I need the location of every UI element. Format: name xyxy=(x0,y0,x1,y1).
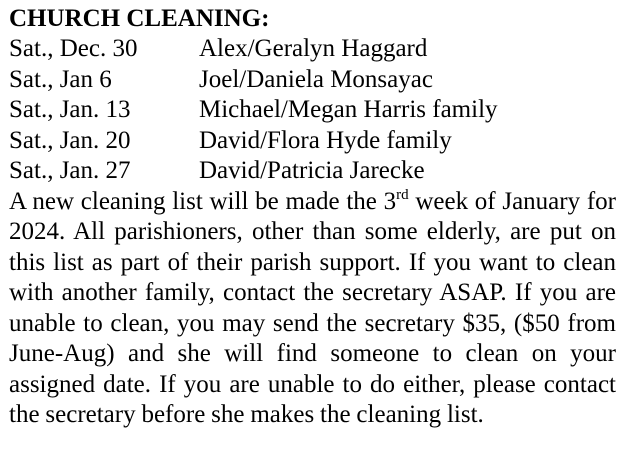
schedule-date: Sat., Jan 6 xyxy=(9,65,112,93)
schedule-row xyxy=(9,95,620,126)
schedule-row xyxy=(9,34,620,65)
schedule-date: Sat., Dec. 30 xyxy=(9,35,138,62)
schedule-row xyxy=(9,156,620,187)
schedule-names: Alex/Geralyn Haggard xyxy=(199,35,428,62)
schedule-names: David/Patricia Jarecke xyxy=(199,157,425,185)
section-title: CHURCH CLEANING: xyxy=(9,5,270,32)
cleaning-notice-paragraph xyxy=(9,187,616,431)
schedule-names: Michael/Megan Harris family xyxy=(199,96,498,124)
schedule-date: Sat., Jan. 27 xyxy=(9,157,131,185)
cleaning-schedule xyxy=(9,34,620,187)
schedule-row xyxy=(9,126,620,157)
schedule-date: Sat., Jan. 20 xyxy=(9,126,131,154)
schedule-date: Sat., Jan. 13 xyxy=(9,96,131,124)
schedule-names: David/Flora Hyde family xyxy=(199,126,452,154)
schedule-names: Joel/Daniela Monsayac xyxy=(199,65,433,93)
notice-text-start: A new cleaning list will be made the 3 xyxy=(9,187,397,215)
schedule-row xyxy=(9,65,620,96)
ordinal-suffix: rd xyxy=(396,186,409,203)
notice-text-rest: week of January for 2024. All parishioners, other than some elderly, are put on this list as part of their parish support. If you want to clean with another family, contact the secretary ASAP. If you are unable to clean, you may send the secretary $35, ($50 from June-Aug) and she will find someone to clean on your assigned date. If you are unable to do either, please contact the secretary before she makes the cleaning list. xyxy=(9,187,616,429)
